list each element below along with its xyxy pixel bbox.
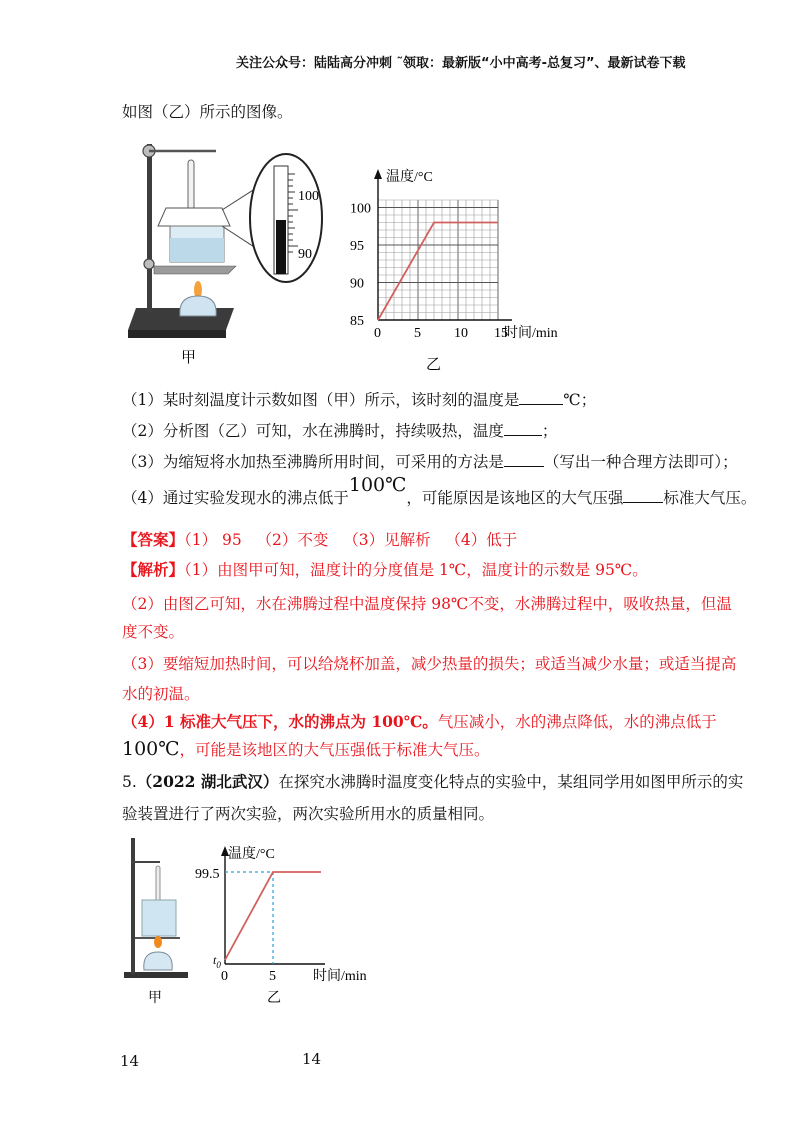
chart1-xtick: 10: [454, 326, 468, 341]
thermometer-label-90: 90: [298, 247, 312, 262]
q4-post: 标准大气压。: [663, 489, 757, 507]
chart2-xlabel: 时间/min: [313, 969, 367, 984]
q2-post: ；: [541, 422, 558, 440]
chart1-grid: [378, 200, 498, 320]
chart1-ytick: 95: [350, 239, 364, 254]
analysis-text-6a: （4）1 标准大气压下，水的沸点为 100℃。: [122, 712, 438, 731]
figure2-label-jia: 甲: [148, 991, 162, 1006]
question-1: [122, 388, 596, 410]
analysis-line-3: 度不变。: [122, 623, 185, 641]
chart1-xlabel: 时间/min: [504, 326, 558, 341]
chart-temperature-time-1: [340, 155, 610, 380]
answer-line: [122, 528, 517, 550]
q1-text: （1）某时刻温度计示数如图（甲）所示，该时刻的温度是: [122, 391, 520, 409]
analysis-line-6: [122, 710, 717, 732]
figure-label-jia: 甲: [181, 350, 197, 366]
chart2-xtick-5: 5: [269, 969, 276, 984]
figure-apparatus-a: [118, 130, 338, 370]
q1-post: ℃；: [563, 391, 597, 409]
q4-mid: ，可能原因是该地区的大气压强: [406, 489, 624, 507]
question-2: [122, 419, 557, 441]
chart2-xtick-0: 0: [221, 969, 228, 984]
chart2-ylabel: 温度/°C: [228, 847, 275, 862]
chart1-xtick: 0: [374, 326, 381, 341]
q2-text: （2）分析图（乙）可知，水在沸腾时，持续吸热，温度: [122, 422, 504, 440]
analysis-line-5: 水的初温。: [122, 685, 200, 703]
chart1-ylabel: 温度/°C: [386, 170, 433, 185]
chart2-ytick-99-5: 99.5: [195, 867, 220, 882]
chart1-series-line: [378, 223, 498, 321]
analysis-text-1: （1）由图甲可知，温度计的分度值是 1℃，温度计的示数是 95℃。: [184, 561, 648, 579]
thermometer-label-100: 100: [298, 189, 319, 204]
page-number-center: 14: [302, 1050, 322, 1068]
chart1-xtick: 15: [494, 326, 508, 341]
q1-blank: [519, 390, 563, 405]
q4-temp: 100℃: [348, 474, 407, 496]
question-5-line-2: 验装置进行了两次实验，两次实验所用水的质量相同。: [122, 805, 495, 823]
figure2-label-yi: 乙: [267, 991, 281, 1006]
chart2-origin-label: $t_0$: [213, 953, 221, 970]
question-5-line-1: [122, 770, 743, 792]
q4-text: （4）通过实验发现水的沸点低于: [122, 489, 349, 507]
analysis-text-6b: 气压减小，水的沸点降低，水的沸点低于: [437, 713, 717, 731]
analysis-line-4: （3）要缩短加热时间，可以给烧杯加盖，减少热量的损失；或适当减少水量；或适当提高: [122, 655, 737, 673]
chart1-xtick: 5: [414, 326, 421, 341]
q3-text: （3）为缩短将水加热至沸腾所用时间，可采用的方法是: [122, 453, 504, 471]
page-header: 关注公众号：陆陆高分冲刺 ˜领取：最新版“小中高考-总复习”、最新试卷下载: [236, 56, 686, 71]
chart1-ytick: 100: [350, 201, 371, 217]
analysis-text-7a: 100℃: [122, 738, 180, 760]
chart1-ytick: 90: [350, 276, 364, 292]
q5-text-1: 在探究水沸腾时温度变化特点的实验中，某组同学用如图甲所示的实: [278, 773, 744, 791]
question-3: [122, 450, 738, 472]
analysis-line-7: [122, 738, 490, 760]
page-number-left: 14: [120, 1052, 140, 1070]
chart-temperature-time-2: [195, 840, 385, 1010]
q4-blank: [623, 488, 663, 503]
chart1-y-arrow: [374, 169, 382, 179]
answer-text: （1） 95 （2）不变 （3）见解析 （4）低于: [184, 531, 518, 549]
q2-blank: [504, 421, 542, 436]
q3-post: （写出一种合理方法即可）；: [543, 453, 738, 471]
figure-label-yi: 乙: [426, 357, 442, 373]
figure-apparatus-b: [118, 832, 198, 1012]
analysis-line-2: （2）由图乙可知，水在沸腾过程中温度保持 98℃不变，水沸腾过程中，吸收热量，但温: [122, 595, 732, 613]
intro-text: 如图（乙）所示的图像。: [122, 103, 293, 121]
q5-source: （2022 湖北武汉）: [136, 772, 279, 791]
analysis-tag: 【解析】: [122, 560, 185, 579]
q5-number: 5.: [122, 773, 137, 791]
analysis-text-7b: ，可能是该地区的大气压强低于标准大气压。: [179, 741, 490, 759]
q3-blank: [504, 452, 544, 467]
chart1-ytick: 85: [350, 314, 364, 329]
analysis-line-1: [122, 558, 648, 580]
answer-tag: 【答案】: [122, 530, 185, 549]
question-4: [122, 474, 757, 508]
